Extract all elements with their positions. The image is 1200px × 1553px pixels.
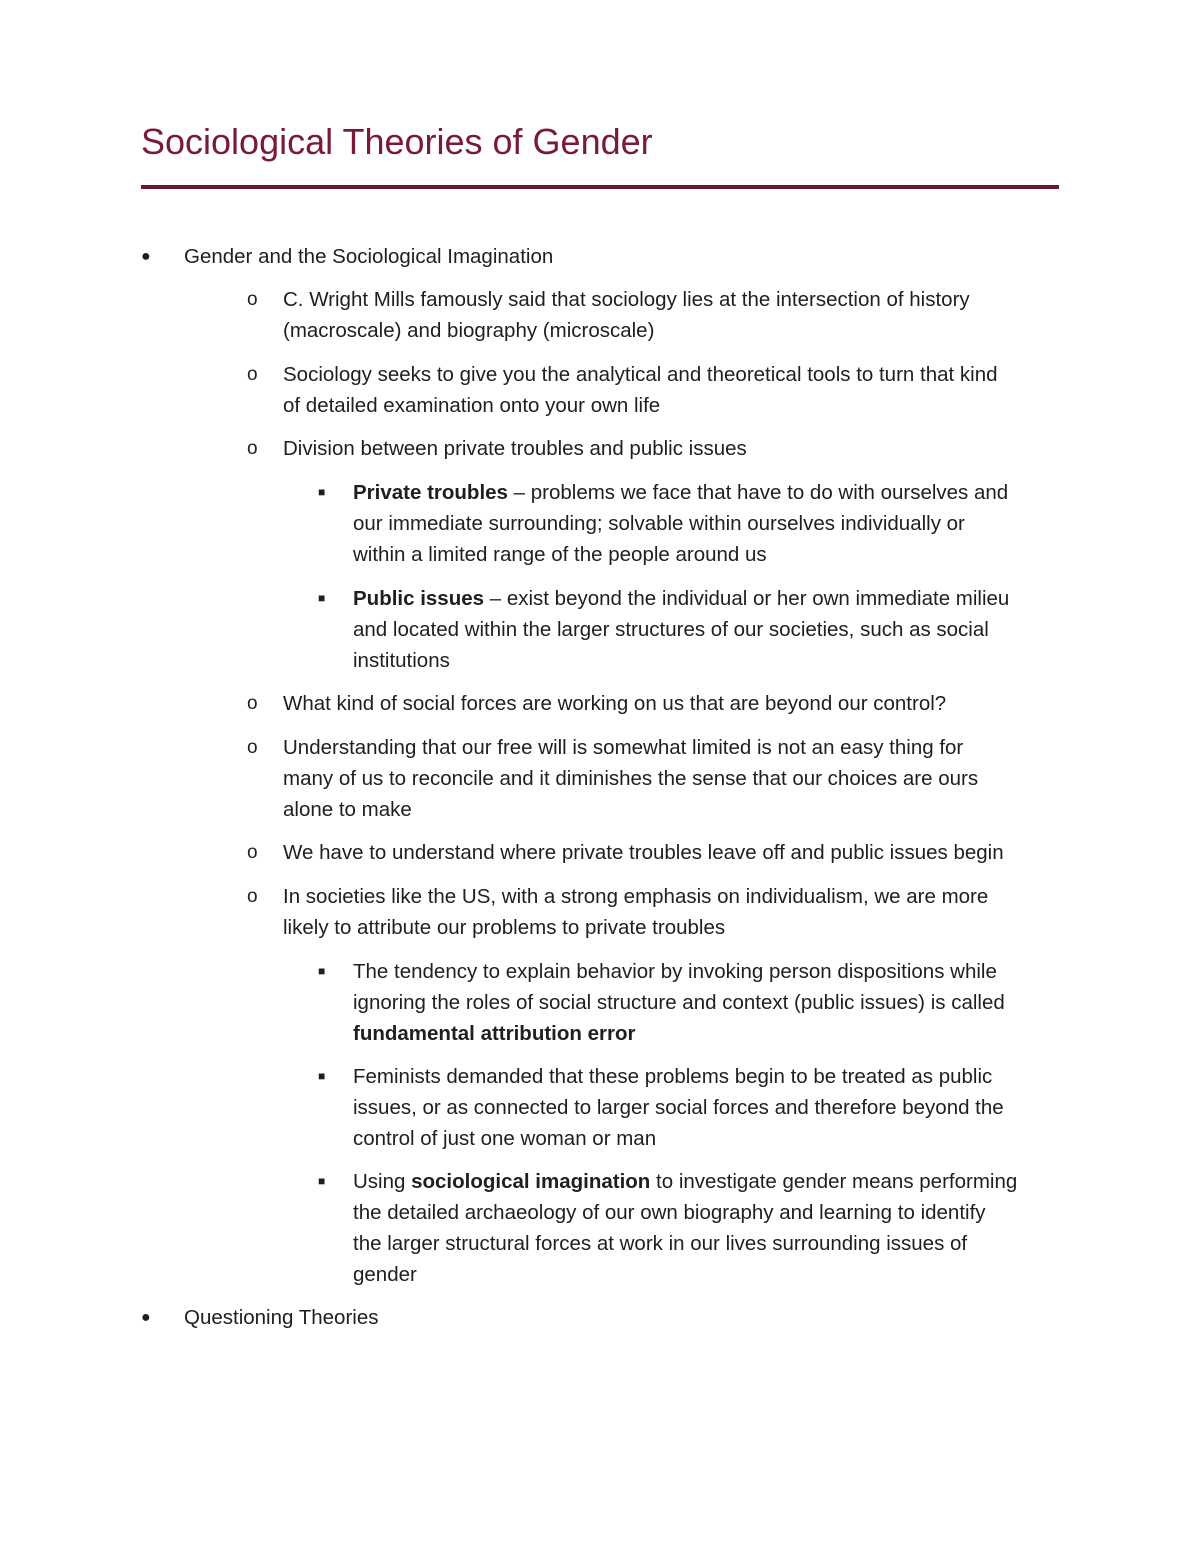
- list-item-level3-line: [353, 1018, 635, 1049]
- level2-bullet-icon: o: [247, 289, 258, 310]
- list-item-level2-line: We have to understand where private troubles leave off and public issues begin: [283, 841, 1004, 864]
- list-item-level3-line: our immediate surrounding; solvable within ourselves individually or: [353, 512, 965, 535]
- bold-term: Private troubles: [353, 481, 508, 504]
- page-title: Sociological Theories of Gender: [141, 121, 653, 162]
- list-item-level3-line: the detailed archaeology of our own biography and learning to identify: [353, 1201, 986, 1224]
- title-underline-divider: [141, 185, 1059, 189]
- list-item-level2-line: What kind of social forces are working on us that are beyond our control?: [283, 692, 947, 715]
- list-item-level2-line: many of us to reconcile and it diminishes the sense that our choices are ours: [283, 767, 979, 790]
- list-item-level3-line: issues, or as connected to larger social forces and therefore beyond the: [353, 1096, 1004, 1119]
- list-item-level1: Questioning Theories: [184, 1306, 379, 1329]
- level2-bullet-icon: o: [247, 886, 258, 907]
- level2-bullet-icon: o: [247, 842, 258, 863]
- list-item-level2-line: In societies like the US, with a strong emphasis on individualism, we are more: [283, 885, 989, 908]
- list-item-level3-line: [353, 583, 1009, 614]
- list-item-level3-text: – exist beyond the individual or her own immediate milieu: [484, 587, 1010, 610]
- bold-term: sociological imagination: [411, 1170, 651, 1193]
- level3-bullet-icon: ■: [318, 1174, 326, 1188]
- list-item-level3-text: – problems we face that have to do with ourselves and: [507, 481, 1009, 504]
- list-item-level1: Gender and the Sociological Imagination: [184, 245, 554, 268]
- list-item-level3-line: The tendency to explain behavior by invoking person dispositions while: [353, 960, 997, 983]
- list-item-level3-line: institutions: [353, 649, 450, 672]
- list-item-level2-line: Division between private troubles and public issues: [283, 437, 747, 460]
- level3-bullet-icon: ■: [318, 485, 326, 499]
- list-item-level2-line: Sociology seeks to give you the analytical and theoretical tools to turn that kind: [283, 363, 998, 386]
- list-item-level3-line: [353, 1166, 1017, 1197]
- bold-term: fundamental attribution error: [353, 1022, 636, 1045]
- level2-bullet-icon: o: [247, 737, 258, 758]
- list-item-level3-line: control of just one woman or man: [353, 1127, 657, 1150]
- list-item-level3-line: and located within the larger structures of our societies, such as social: [353, 618, 989, 641]
- list-item-level2-line: of detailed examination onto your own life: [283, 394, 661, 417]
- list-item-level3-line: the larger structural forces at work in our lives surrounding issues of: [353, 1232, 968, 1255]
- list-item-level3-text: to investigate gender means performing: [650, 1170, 1018, 1193]
- level2-bullet-icon: o: [247, 364, 258, 385]
- bold-term: Public issues: [353, 587, 485, 610]
- list-item-level2-line: likely to attribute our problems to private troubles: [283, 916, 726, 939]
- list-item-level3-line: ignoring the roles of social structure and context (public issues) is called: [353, 991, 1005, 1014]
- list-item-level3-text: Using: [353, 1170, 412, 1193]
- level2-bullet-icon: o: [247, 438, 258, 459]
- list-item-level3-line: [353, 477, 1008, 508]
- level1-bullet-icon: ●: [141, 1309, 151, 1326]
- list-item-level2-line: C. Wright Mills famously said that sociology lies at the intersection of history: [283, 288, 970, 311]
- level3-bullet-icon: ■: [318, 964, 326, 978]
- level1-bullet-icon: ●: [141, 248, 151, 265]
- list-item-level3-line: within a limited range of the people around us: [353, 543, 767, 566]
- list-item-level2-line: alone to make: [283, 798, 412, 821]
- level3-bullet-icon: ■: [318, 591, 326, 605]
- list-item-level2-line: Understanding that our free will is somewhat limited is not an easy thing for: [283, 736, 964, 759]
- list-item-level3-line: Feminists demanded that these problems begin to be treated as public: [353, 1065, 993, 1088]
- list-item-level2-line: (macroscale) and biography (microscale): [283, 319, 655, 342]
- list-item-level3-line: gender: [353, 1263, 417, 1286]
- level3-bullet-icon: ■: [318, 1069, 326, 1083]
- level2-bullet-icon: o: [247, 693, 258, 714]
